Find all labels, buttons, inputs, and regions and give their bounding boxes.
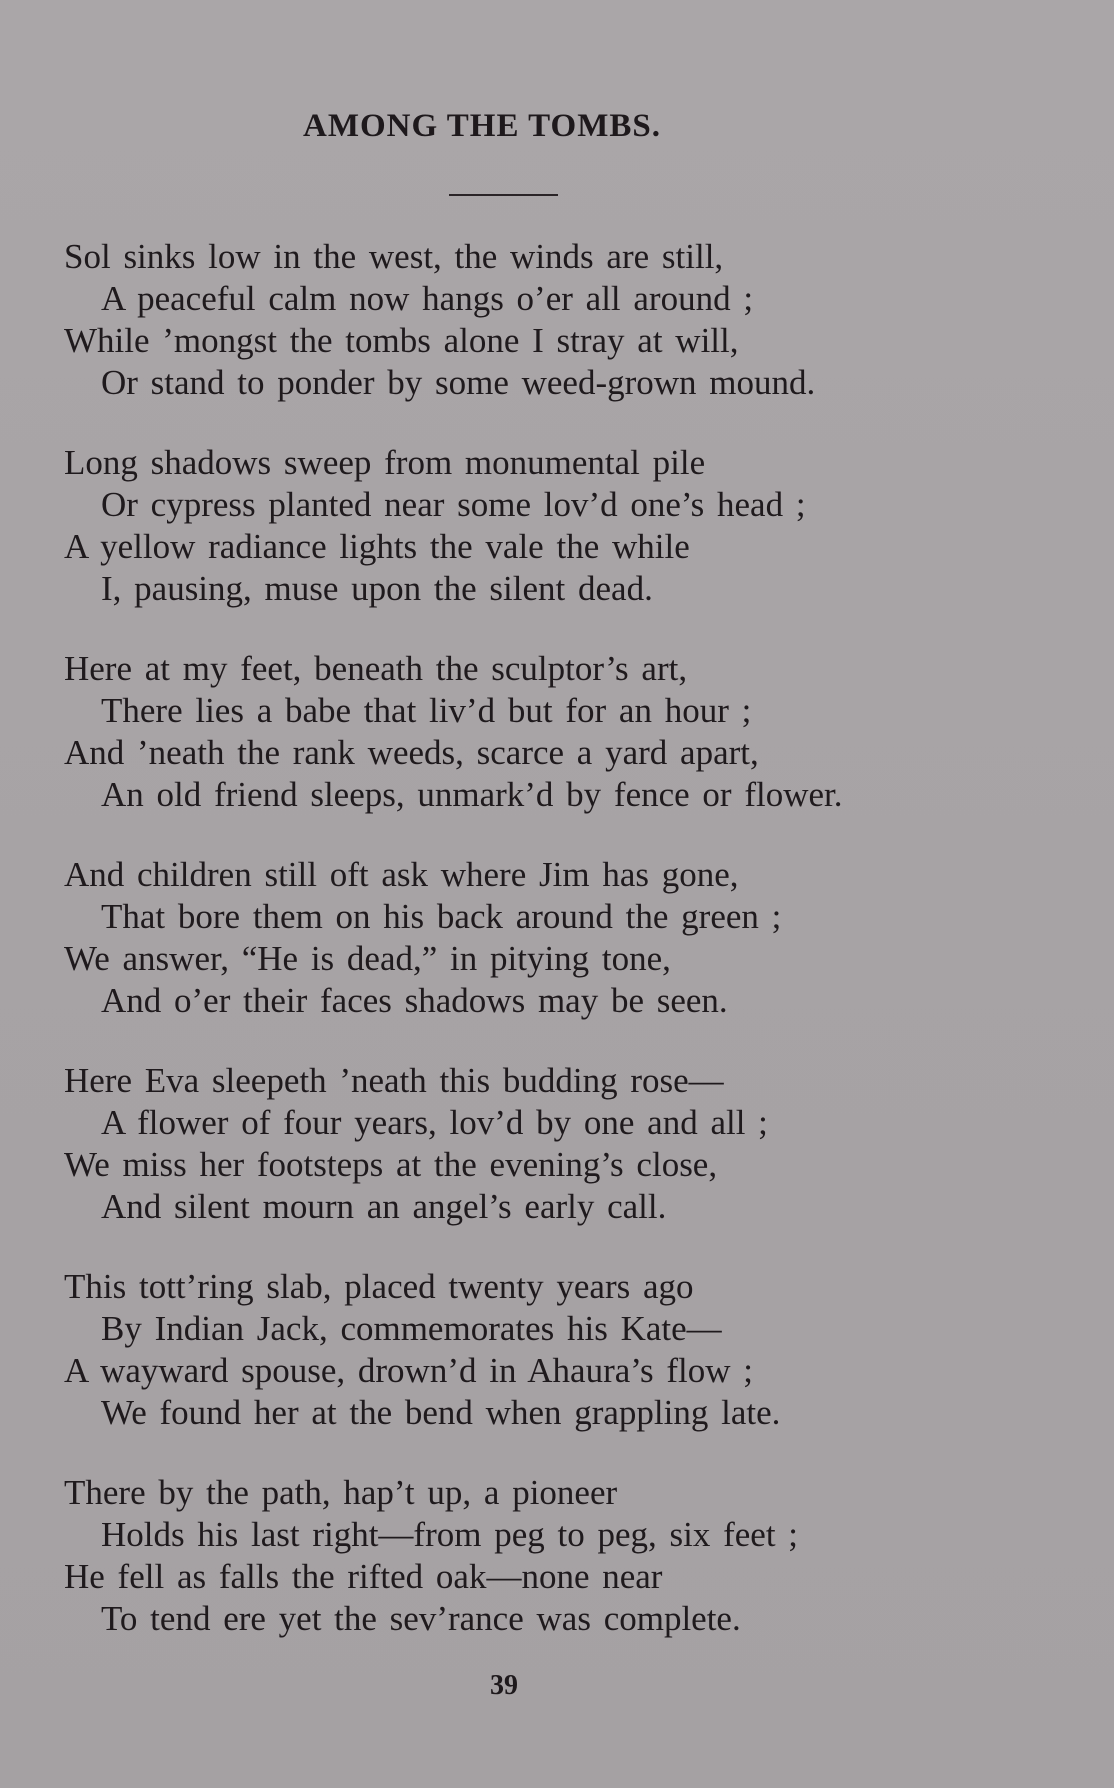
stanza — [64, 442, 1064, 610]
poem-line: Sol sinks low in the west, the winds are still, — [64, 237, 724, 276]
poem-line: That bore them on his back around the green ; — [101, 897, 782, 936]
poem-line: Here at my feet, beneath the sculptor’s art, — [64, 649, 688, 688]
poem-line: He fell as falls the rifted oak—none near — [64, 1557, 663, 1596]
stanza — [64, 648, 1064, 816]
poem-line: A yellow radiance lights the vale the while — [64, 527, 690, 566]
poem-line: A flower of four years, lov’d by one and all ; — [101, 1103, 768, 1142]
poem-line: And silent mourn an angel’s early call. — [101, 1187, 667, 1226]
poem-line: A peaceful calm now hangs o’er all around ; — [101, 279, 754, 318]
page-number: 39 — [490, 1670, 518, 1701]
stanza — [64, 1266, 1064, 1434]
poem-line: And children still oft ask where Jim has gone, — [64, 855, 739, 894]
poem-line: And ’neath the rank weeds, scarce a yard apart, — [64, 733, 759, 772]
stanza — [64, 1060, 1064, 1228]
poem-line: By Indian Jack, commemorates his Kate— — [101, 1309, 722, 1348]
poem-line: While ’mongst the tombs alone I stray at will, — [64, 321, 739, 360]
poem-line: Long shadows sweep from monumental pile — [64, 443, 706, 482]
poem-line: Here Eva sleepeth ’neath this budding rose— — [64, 1061, 724, 1100]
poem-line: Or cypress planted near some lov’d one’s head ; — [101, 485, 806, 524]
poem-line: There lies a babe that liv’d but for an hour ; — [101, 691, 752, 730]
stanza — [64, 1472, 1064, 1640]
poem-line: And o’er their faces shadows may be seen. — [101, 981, 728, 1020]
poem-line: An old friend sleeps, unmark’d by fence or flower. — [101, 775, 843, 814]
poem-line: Or stand to ponder by some weed-grown mound. — [101, 363, 816, 402]
stanza — [64, 854, 1064, 1022]
poem-title: AMONG THE TOMBS. — [303, 108, 661, 144]
poem-line: We miss her footsteps at the evening’s close, — [64, 1145, 718, 1184]
poem-line: A wayward spouse, drown’d in Ahaura’s flow ; — [64, 1351, 754, 1390]
poem-line: I, pausing, muse upon the silent dead. — [101, 569, 653, 608]
poem-line: We found her at the bend when grappling late. — [101, 1393, 781, 1432]
poem-body — [64, 236, 1064, 1678]
poem-line: Holds his last right—from peg to peg, six feet ; — [101, 1515, 799, 1554]
poem-line: There by the path, hap’t up, a pioneer — [64, 1473, 618, 1512]
stanza — [64, 236, 1064, 404]
poem-line: To tend ere yet the sev’rance was complete. — [101, 1599, 741, 1638]
title-divider — [449, 194, 558, 196]
poem-line: This tott’ring slab, placed twenty years ago — [64, 1267, 694, 1306]
poem-line: We answer, “He is dead,” in pitying tone, — [64, 939, 671, 978]
